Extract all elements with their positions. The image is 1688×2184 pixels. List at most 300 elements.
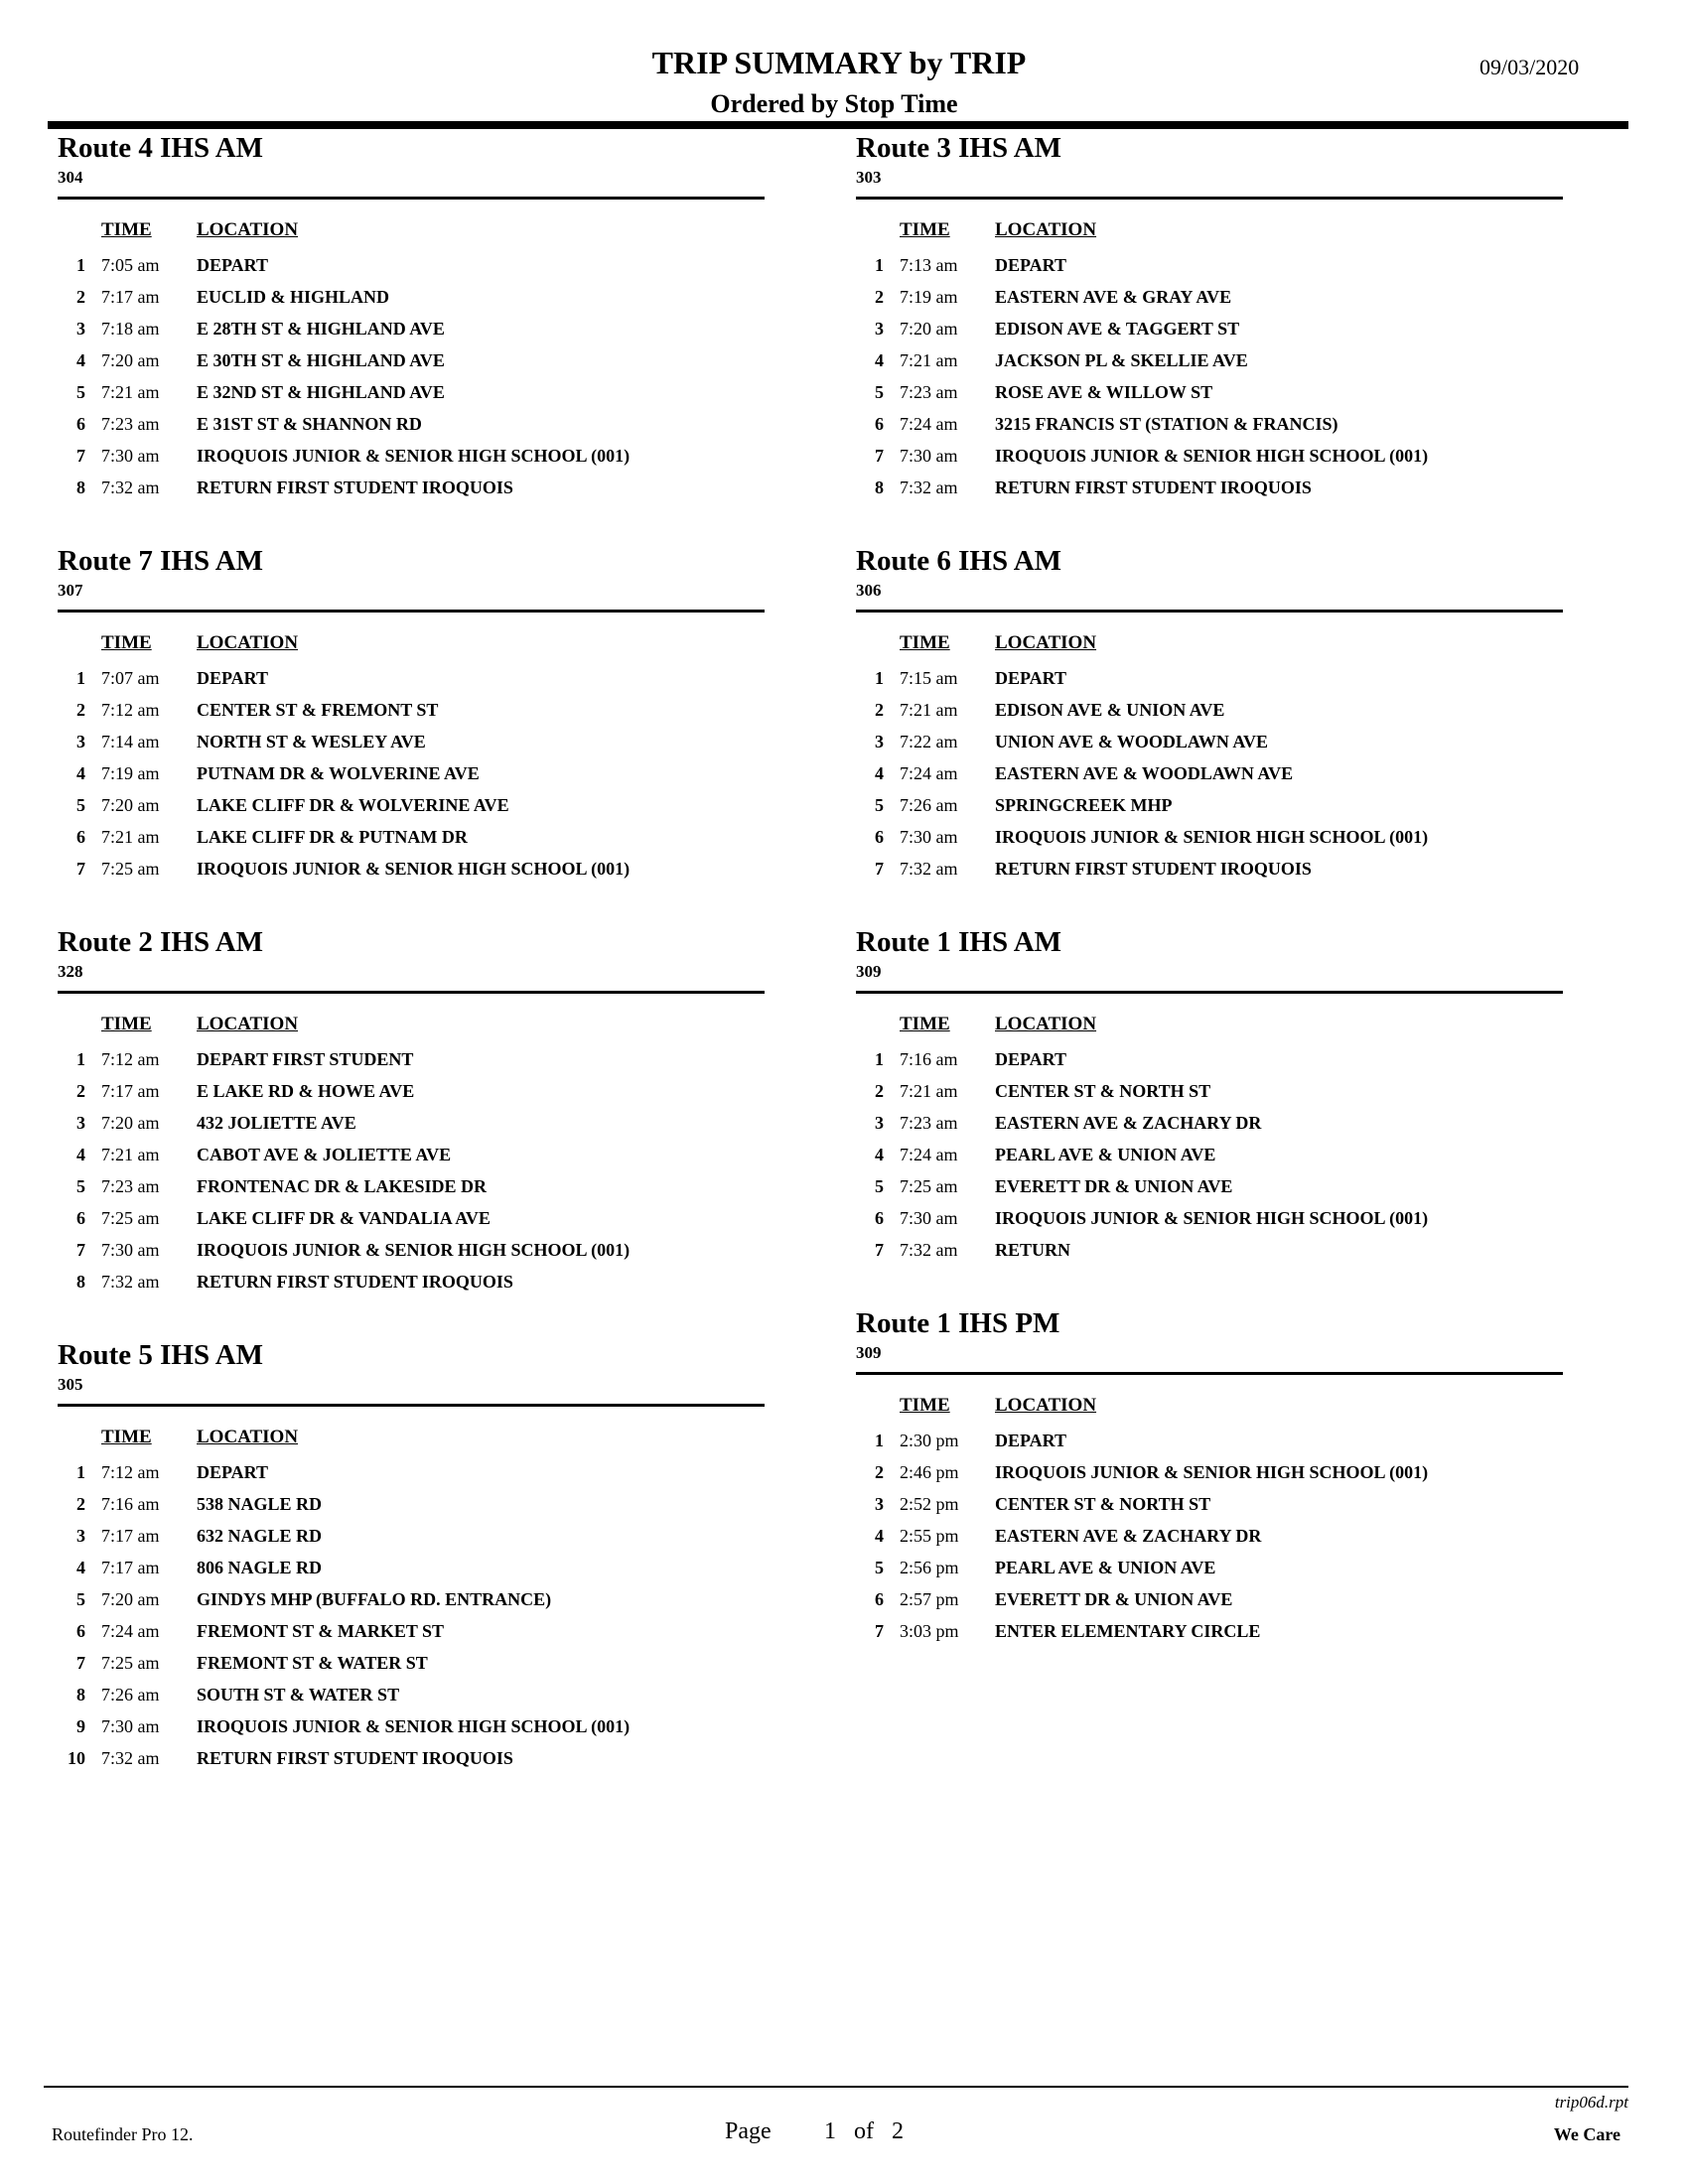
table-row	[856, 251, 1563, 283]
column-header-location: LOCATION	[995, 1014, 1097, 1034]
stop-sequence: 7	[76, 1653, 85, 1673]
stop-location: 632 NAGLE RD	[197, 1526, 323, 1546]
stop-location: FREMONT ST & MARKET ST	[197, 1621, 445, 1641]
stop-location: EASTERN AVE & ZACHARY DR	[995, 1113, 1262, 1133]
stop-sequence: 8	[76, 478, 85, 497]
table-row	[856, 410, 1563, 442]
table-row	[58, 1522, 765, 1554]
table-row	[856, 1554, 1563, 1585]
column-header-location: LOCATION	[995, 1395, 1097, 1416]
stop-time: 7:14 am	[101, 732, 160, 751]
route-block	[58, 923, 765, 1299]
stop-time: 7:30 am	[101, 1716, 160, 1736]
stop-time: 2:52 pm	[900, 1494, 959, 1514]
stop-time: 7:24 am	[900, 414, 958, 434]
stop-sequence: 5	[76, 795, 85, 815]
stop-sequence: 4	[875, 763, 884, 783]
stop-sequence: 3	[76, 319, 85, 339]
column-header-location: LOCATION	[197, 1014, 299, 1034]
stop-location: RETURN FIRST STUDENT IROQUOIS	[995, 859, 1312, 879]
route-divider	[58, 1404, 765, 1407]
page-total: 2	[892, 2118, 904, 2144]
table-header	[58, 632, 765, 664]
route-name: Route 5 IHS AM	[58, 1339, 264, 1371]
table-row	[856, 474, 1563, 505]
stop-sequence: 2	[875, 287, 884, 307]
table-row	[856, 728, 1563, 759]
stop-time: 2:30 pm	[900, 1431, 959, 1450]
stop-sequence: 1	[76, 255, 85, 275]
column-header-time: TIME	[101, 1427, 152, 1447]
page-label: Page	[725, 2118, 772, 2144]
stop-time: 7:12 am	[101, 1049, 160, 1069]
stop-sequence: 7	[875, 859, 884, 879]
stop-sequence: 1	[875, 668, 884, 688]
stop-time: 7:20 am	[101, 1589, 160, 1609]
stop-sequence: 5	[875, 795, 884, 815]
route-block	[856, 923, 1563, 1268]
column-header-time: TIME	[900, 1395, 950, 1416]
table-row	[856, 1141, 1563, 1172]
stop-time: 7:23 am	[101, 1176, 160, 1196]
stop-location: EDISON AVE & TAGGERT ST	[995, 319, 1240, 339]
table-row	[58, 1109, 765, 1141]
stop-sequence: 6	[76, 827, 85, 847]
stop-time: 7:23 am	[900, 382, 958, 402]
stop-sequence: 5	[76, 382, 85, 402]
column-header-time: TIME	[101, 1014, 152, 1034]
stop-location: 3215 FRANCIS ST (STATION & FRANCIS)	[995, 414, 1338, 434]
table-header	[58, 1427, 765, 1458]
stop-time: 7:30 am	[101, 446, 160, 466]
stop-time: 2:56 pm	[900, 1558, 959, 1577]
stop-location: EVERETT DR & UNION AVE	[995, 1589, 1233, 1609]
table-row	[856, 1172, 1563, 1204]
route-number: 309	[856, 962, 882, 981]
stop-location: DEPART	[995, 255, 1067, 275]
stop-location: IROQUOIS JUNIOR & SENIOR HIGH SCHOOL (001)	[197, 1716, 631, 1736]
stop-location: IROQUOIS JUNIOR & SENIOR HIGH SCHOOL (001)	[995, 1462, 1429, 1482]
table-row	[58, 1744, 765, 1776]
route-number: 328	[58, 962, 83, 981]
route-name: Route 3 IHS AM	[856, 132, 1062, 164]
stop-time: 7:25 am	[900, 1176, 958, 1196]
stop-sequence: 7	[875, 446, 884, 466]
table-row	[58, 1268, 765, 1299]
column-header-location: LOCATION	[197, 219, 299, 240]
report-date: 09/03/2020	[1479, 55, 1580, 79]
stop-time: 7:21 am	[101, 1145, 160, 1164]
stop-sequence: 1	[875, 1049, 884, 1069]
stop-location: EVERETT DR & UNION AVE	[995, 1176, 1233, 1196]
stop-sequence: 4	[76, 1558, 85, 1577]
stop-location: IROQUOIS JUNIOR & SENIOR HIGH SCHOOL (001)	[995, 1208, 1429, 1228]
stop-location: IROQUOIS JUNIOR & SENIOR HIGH SCHOOL (001)	[197, 859, 631, 879]
stop-sequence: 3	[875, 1494, 884, 1514]
stop-sequence: 7	[76, 859, 85, 879]
stop-location: IROQUOIS JUNIOR & SENIOR HIGH SCHOOL (001)	[995, 446, 1429, 466]
stop-location: E LAKE RD & HOWE AVE	[197, 1081, 415, 1101]
stop-sequence: 3	[76, 1526, 85, 1546]
stop-location: DEPART FIRST STUDENT	[197, 1049, 414, 1069]
stop-time: 7:32 am	[900, 1240, 958, 1260]
stop-sequence: 4	[76, 350, 85, 370]
stop-time: 7:22 am	[900, 732, 958, 751]
table-row	[58, 1554, 765, 1585]
stop-location: ROSE AVE & WILLOW ST	[995, 382, 1213, 402]
table-row	[58, 696, 765, 728]
stop-sequence: 7	[875, 1240, 884, 1260]
stop-time: 7:16 am	[900, 1049, 958, 1069]
stop-time: 7:19 am	[900, 287, 958, 307]
stop-time: 7:05 am	[101, 255, 160, 275]
route-number: 304	[58, 168, 83, 187]
stop-sequence: 4	[76, 763, 85, 783]
stop-time: 7:19 am	[101, 763, 160, 783]
stop-time: 2:57 pm	[900, 1589, 959, 1609]
route-name: Route 1 IHS PM	[856, 1307, 1060, 1339]
stop-time: 7:24 am	[900, 1145, 958, 1164]
stop-location: UNION AVE & WOODLAWN AVE	[995, 732, 1269, 751]
table-row	[58, 283, 765, 315]
route-divider	[58, 197, 765, 200]
stop-sequence: 6	[875, 827, 884, 847]
stop-location: DEPART	[197, 668, 269, 688]
route-number: 306	[856, 581, 882, 600]
stop-sequence: 1	[76, 1462, 85, 1482]
route-block	[58, 542, 765, 887]
table-header	[856, 632, 1563, 664]
stop-location: RETURN FIRST STUDENT IROQUOIS	[197, 1272, 513, 1292]
table-row	[856, 378, 1563, 410]
stop-time: 7:32 am	[900, 478, 958, 497]
stop-time: 7:12 am	[101, 700, 160, 720]
route-number: 309	[856, 1343, 882, 1362]
table-row	[58, 1585, 765, 1617]
table-row	[856, 442, 1563, 474]
stop-location: IROQUOIS JUNIOR & SENIOR HIGH SCHOOL (001)	[197, 446, 631, 466]
stop-time: 7:23 am	[900, 1113, 958, 1133]
stop-time: 7:16 am	[101, 1494, 160, 1514]
stop-time: 7:24 am	[900, 763, 958, 783]
stop-sequence: 5	[76, 1176, 85, 1196]
stop-location: CABOT AVE & JOLIETTE AVE	[197, 1145, 452, 1164]
table-row	[58, 1649, 765, 1681]
table-row	[58, 664, 765, 696]
report-filename: trip06d.rpt	[1554, 2093, 1628, 2112]
stop-time: 7:20 am	[900, 319, 958, 339]
stop-time: 7:23 am	[101, 414, 160, 434]
column-header-time: TIME	[900, 1014, 950, 1034]
table-row	[58, 251, 765, 283]
table-row	[58, 1077, 765, 1109]
table-row	[856, 823, 1563, 855]
column-header-location: LOCATION	[995, 632, 1097, 653]
stop-sequence: 2	[875, 1081, 884, 1101]
stop-time: 7:13 am	[900, 255, 958, 275]
stop-location: FREMONT ST & WATER ST	[197, 1653, 428, 1673]
table-row	[58, 823, 765, 855]
stop-sequence: 8	[76, 1272, 85, 1292]
stop-location: EASTERN AVE & GRAY AVE	[995, 287, 1232, 307]
route-name: Route 2 IHS AM	[58, 926, 264, 958]
stop-sequence: 4	[875, 350, 884, 370]
stop-location: DEPART	[995, 1431, 1067, 1450]
route-block	[856, 542, 1563, 887]
table-row	[58, 759, 765, 791]
stop-sequence: 10	[68, 1748, 85, 1768]
column-header-location: LOCATION	[197, 632, 299, 653]
table-row	[58, 1712, 765, 1744]
stop-location: DEPART	[995, 668, 1067, 688]
table-row	[856, 346, 1563, 378]
stop-location: E 31ST ST & SHANNON RD	[197, 414, 422, 434]
stop-time: 7:30 am	[900, 1208, 958, 1228]
table-row	[856, 1236, 1563, 1268]
stop-location: RETURN FIRST STUDENT IROQUOIS	[197, 478, 513, 497]
route-number: 303	[856, 168, 882, 187]
stop-location: CENTER ST & NORTH ST	[995, 1494, 1211, 1514]
stop-sequence: 9	[76, 1716, 85, 1736]
stop-location: JACKSON PL & SKELLIE AVE	[995, 350, 1248, 370]
table-row	[58, 410, 765, 442]
stop-location: E 32ND ST & HIGHLAND AVE	[197, 382, 445, 402]
stop-sequence: 5	[875, 1558, 884, 1577]
stop-location: E 28TH ST & HIGHLAND AVE	[197, 319, 445, 339]
stop-location: NORTH ST & WESLEY AVE	[197, 732, 426, 751]
stop-location: IROQUOIS JUNIOR & SENIOR HIGH SCHOOL (001)	[995, 827, 1429, 847]
stop-time: 7:25 am	[101, 1208, 160, 1228]
table-row	[856, 1427, 1563, 1458]
stop-sequence: 2	[875, 700, 884, 720]
stop-sequence: 1	[875, 255, 884, 275]
stop-location: RETURN FIRST STUDENT IROQUOIS	[197, 1748, 513, 1768]
stop-location: LAKE CLIFF DR & PUTNAM DR	[197, 827, 468, 847]
stop-location: E 30TH ST & HIGHLAND AVE	[197, 350, 445, 370]
stop-sequence: 2	[76, 700, 85, 720]
table-header	[856, 1014, 1563, 1045]
stop-time: 7:30 am	[900, 446, 958, 466]
route-divider	[856, 197, 1563, 200]
stop-sequence: 5	[875, 382, 884, 402]
table-row	[58, 315, 765, 346]
table-row	[58, 1617, 765, 1649]
stop-location: EASTERN AVE & WOODLAWN AVE	[995, 763, 1294, 783]
stop-sequence: 2	[76, 1494, 85, 1514]
table-row	[856, 791, 1563, 823]
column-header-time: TIME	[101, 632, 152, 653]
stop-location: EDISON AVE & UNION AVE	[995, 700, 1225, 720]
stop-sequence: 6	[875, 1589, 884, 1609]
table-row	[856, 1585, 1563, 1617]
stop-time: 7:30 am	[900, 827, 958, 847]
stop-location: IROQUOIS JUNIOR & SENIOR HIGH SCHOOL (001)	[197, 1240, 631, 1260]
stop-time: 7:26 am	[101, 1685, 160, 1705]
table-row	[856, 1077, 1563, 1109]
stop-time: 7:32 am	[101, 1272, 160, 1292]
stop-sequence: 3	[875, 732, 884, 751]
footer-tagline: We Care	[1553, 2124, 1620, 2144]
route-block	[856, 1304, 1563, 1649]
table-row	[856, 1458, 1563, 1490]
table-row	[856, 664, 1563, 696]
table-row	[58, 855, 765, 887]
table-row	[58, 1458, 765, 1490]
stop-sequence: 1	[76, 668, 85, 688]
stop-sequence: 2	[76, 1081, 85, 1101]
stop-location: DEPART	[197, 1462, 269, 1482]
stop-sequence: 2	[76, 287, 85, 307]
header-divider	[48, 121, 1628, 129]
stop-location: EUCLID & HIGHLAND	[197, 287, 390, 307]
table-row	[58, 1236, 765, 1268]
stop-time: 7:20 am	[101, 350, 160, 370]
table-row	[58, 1204, 765, 1236]
table-row	[856, 696, 1563, 728]
table-row	[856, 759, 1563, 791]
report-subtitle: Ordered by Stop Time	[710, 89, 958, 118]
stop-time: 7:21 am	[101, 827, 160, 847]
stop-sequence: 6	[76, 1208, 85, 1228]
table-row	[58, 728, 765, 759]
stop-time: 7:15 am	[900, 668, 958, 688]
stop-location: 432 JOLIETTE AVE	[197, 1113, 356, 1133]
stop-location: PEARL AVE & UNION AVE	[995, 1558, 1216, 1577]
stop-time: 7:20 am	[101, 1113, 160, 1133]
stop-sequence: 6	[875, 414, 884, 434]
table-row	[856, 1617, 1563, 1649]
route-name: Route 4 IHS AM	[58, 132, 264, 164]
column-header-time: TIME	[900, 219, 950, 240]
table-row	[856, 315, 1563, 346]
stop-time: 7:17 am	[101, 1081, 160, 1101]
stop-time: 7:20 am	[101, 795, 160, 815]
stop-time: 7:26 am	[900, 795, 958, 815]
column-header-time: TIME	[101, 219, 152, 240]
stop-sequence: 5	[76, 1589, 85, 1609]
table-row	[58, 1172, 765, 1204]
stop-location: CENTER ST & FREMONT ST	[197, 700, 439, 720]
stop-sequence: 3	[76, 732, 85, 751]
table-row	[856, 1490, 1563, 1522]
stop-location: CENTER ST & NORTH ST	[995, 1081, 1211, 1101]
software-name: Routefinder Pro 12.	[52, 2124, 194, 2144]
table-row	[856, 283, 1563, 315]
route-block	[58, 1336, 765, 1776]
stop-time: 7:21 am	[900, 350, 958, 370]
route-number: 305	[58, 1375, 83, 1394]
stop-time: 2:46 pm	[900, 1462, 959, 1482]
stop-time: 7:24 am	[101, 1621, 160, 1641]
table-header	[58, 1014, 765, 1045]
stop-time: 3:03 pm	[900, 1621, 959, 1641]
stop-time: 7:25 am	[101, 1653, 160, 1673]
route-name: Route 6 IHS AM	[856, 545, 1062, 577]
table-row	[58, 474, 765, 505]
stop-time: 7:32 am	[900, 859, 958, 879]
route-name: Route 7 IHS AM	[58, 545, 264, 577]
table-row	[58, 791, 765, 823]
table-row	[856, 855, 1563, 887]
stop-time: 7:17 am	[101, 1526, 160, 1546]
table-header	[58, 219, 765, 251]
stop-time: 7:17 am	[101, 1558, 160, 1577]
stop-location: SPRINGCREEK MHP	[995, 795, 1173, 815]
stop-location: DEPART	[197, 255, 269, 275]
stop-location: PEARL AVE & UNION AVE	[995, 1145, 1216, 1164]
stop-sequence: 5	[875, 1176, 884, 1196]
stop-location: ENTER ELEMENTARY CIRCLE	[995, 1621, 1261, 1641]
column-header-time: TIME	[900, 632, 950, 653]
stop-location: RETURN FIRST STUDENT IROQUOIS	[995, 478, 1312, 497]
route-divider	[58, 991, 765, 994]
stop-sequence: 7	[875, 1621, 884, 1641]
stop-time: 7:32 am	[101, 478, 160, 497]
stop-location: EASTERN AVE & ZACHARY DR	[995, 1526, 1262, 1546]
page-current: 1	[824, 2118, 836, 2144]
stop-time: 7:21 am	[900, 1081, 958, 1101]
stop-time: 2:55 pm	[900, 1526, 959, 1546]
stop-location: DEPART	[995, 1049, 1067, 1069]
stop-location: FRONTENAC DR & LAKESIDE DR	[197, 1176, 488, 1196]
stop-location: SOUTH ST & WATER ST	[197, 1685, 400, 1705]
stop-time: 7:32 am	[101, 1748, 160, 1768]
table-row	[58, 378, 765, 410]
stop-sequence: 3	[875, 319, 884, 339]
stop-time: 7:12 am	[101, 1462, 160, 1482]
stop-sequence: 4	[76, 1145, 85, 1164]
stop-sequence: 8	[76, 1685, 85, 1705]
column-header-location: LOCATION	[197, 1427, 299, 1447]
table-row	[58, 1045, 765, 1077]
stop-sequence: 6	[875, 1208, 884, 1228]
route-name: Route 1 IHS AM	[856, 926, 1062, 958]
report-title: TRIP SUMMARY by TRIP	[651, 45, 1027, 80]
stop-location: PUTNAM DR & WOLVERINE AVE	[197, 763, 480, 783]
table-row	[58, 346, 765, 378]
stop-sequence: 6	[76, 414, 85, 434]
table-row	[856, 1109, 1563, 1141]
route-divider	[856, 610, 1563, 613]
table-row	[58, 442, 765, 474]
stop-time: 7:17 am	[101, 287, 160, 307]
stop-time: 7:18 am	[101, 319, 160, 339]
page-of-label: of	[854, 2118, 874, 2144]
stop-location: 538 NAGLE RD	[197, 1494, 323, 1514]
table-row	[856, 1045, 1563, 1077]
stop-sequence: 1	[875, 1431, 884, 1450]
table-row	[58, 1141, 765, 1172]
table-row	[58, 1681, 765, 1712]
stop-time: 7:25 am	[101, 859, 160, 879]
route-block	[58, 129, 765, 505]
stop-location: RETURN	[995, 1240, 1071, 1260]
stop-sequence: 7	[76, 446, 85, 466]
stop-location: GINDYS MHP (BUFFALO RD. ENTRANCE)	[197, 1589, 552, 1609]
stop-sequence: 4	[875, 1526, 884, 1546]
stop-sequence: 8	[875, 478, 884, 497]
stop-sequence: 2	[875, 1462, 884, 1482]
stop-sequence: 4	[875, 1145, 884, 1164]
stop-sequence: 3	[76, 1113, 85, 1133]
stop-location: LAKE CLIFF DR & VANDALIA AVE	[197, 1208, 491, 1228]
stop-location: 806 NAGLE RD	[197, 1558, 323, 1577]
route-divider	[58, 610, 765, 613]
stop-time: 7:21 am	[900, 700, 958, 720]
stop-time: 7:21 am	[101, 382, 160, 402]
footer-divider	[44, 2086, 1628, 2088]
stop-sequence: 1	[76, 1049, 85, 1069]
